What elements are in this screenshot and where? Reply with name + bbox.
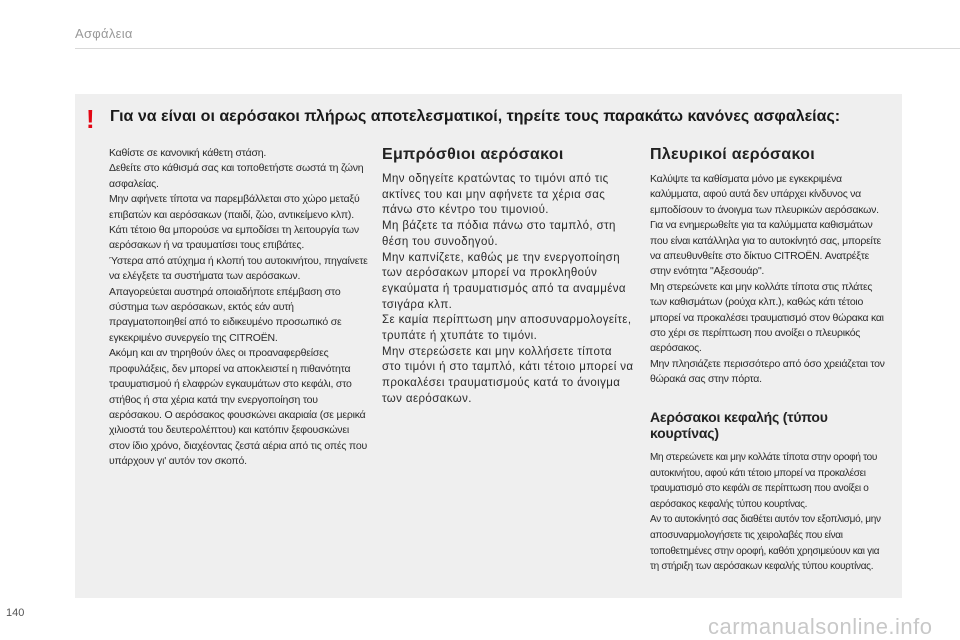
watermark: carmanualsonline.info xyxy=(708,614,933,639)
front-airbags-text: Μην οδηγείτε κρατώντας το τιμόνι από τις ακτίνες του και μην αφήνετε τα χέρια σας πάνω στο κέντρο του τιμονιού. Μη βάζετε τα πόδια πάνω στο ταμπλό, στη θέση του συνοδηγού. Μην καπνίζετε, καθώς με την ενεργοποίηση των αερόσακων μπορεί να προκληθούν εγκαύματα ή τραυματισμός από τα αναμμένα τσιγάρα κλπ. Σε καμία περίπτωση μην αποσυναρμολογείτε, τρυπάτε ή χτυπάτε το τιμόνι. Μην στερεώσετε και μην κολλήσετε τίποτα στο τιμόνι ή στο ταμπλό, κάτι τέτοιο μπορεί να προκαλέσει τραυματισμούς κατά το άνοιγμα των αερόσακων. xyxy=(382,173,634,405)
curtain-airbags-column xyxy=(650,409,890,575)
front-airbags-title: Εμπρόσθιοι αερόσακοι xyxy=(382,146,564,163)
section-title: Ασφάλεια xyxy=(75,26,133,41)
general-rules-text: Καθίστε σε κανονική κάθετη στάση. Δεθείτε στο κάθισμά σας και τοποθετήστε σωστά τη ζώνη ασφαλείας. Μην αφήνετε τίποτα να παρεμβάλλεται στο χώρο μεταξύ επιβατών και αερόσακων (παιδί, ζώο, αντικείμενο κλπ). Κάτι τέτοιο θα μπορούσε να εμποδίσει τη λειτουργία των αερόσακων ή να τραυματίσει τους επιβάτες. Ύστερα από ατύχημα ή κλοπή του αυτοκινήτου, πηγαίνετε να ελέγξετε τα συστήματα των αερόσακων. Απαγορεύεται αυστηρά οποιαδήποτε επέμβαση στο σύστημα των αερόσακων, εκτός εάν αυτή πραγματοποιηθεί από το ειδικευμένο προσωπικό σε εγκεκριμένο συνεργείο της CITROËN. Ακόμη και αν τηρηθούν όλες οι προαναφερθείσες προφυλάξεις, δεν μπορεί να αποκλειστεί η πιθανότητα τραυματισμού ή ελαφρών εγκαυμάτων στο κεφάλι, στο στήθος ή στα χέρια κατά την ενεργοποίηση του αερόσακου. Ο αερόσακος φουσκώνει ακαριαία (σε μερικά χιλιοστά του δευτερολέπτου) και κατόπιν ξεφουσκώνει στον ίδιο χρόνο, διαχέοντας ζεστά αέρια από τις οπές που υπάρχουν γι' αυτόν τον σκοπό. xyxy=(109,147,368,468)
curtain-airbags-text: Μη στερεώνετε και μην κολλάτε τίποτα στην οροφή του αυτοκινήτου, αφού κάτι τέτοιο μπορεί να προκαλέσει τραυματισμό στο κεφάλι σε περίπτωση που ανοίξει ο αερόσακος κεφαλής τύπου κουρτίνας. Αν το αυτοκίνητό σας διαθέτει αυτόν τον εξοπλισμό, μην αποσυναρμολογήσετε τις χειρολαβές που είναι τοποθετημένες στην οροφή, καθότι χρησιμεύουν και για τη στήριξη των αερόσακων κεφαλής τύπου κουρτίνας. xyxy=(650,452,881,573)
lateral-airbags-title: Πλευρικοί αερόσακοι xyxy=(650,146,815,163)
general-rules-column xyxy=(109,146,371,470)
safety-headline: Για να είναι οι αερόσακοι πλήρως αποτελεσματικοί, τηρείτε τους παρακάτω κανόνες ασφαλείας: xyxy=(110,108,841,125)
exclamation-warning-icon: ! xyxy=(86,104,95,134)
front-airbags-column xyxy=(382,146,634,408)
lateral-airbags-text: Καλύψτε τα καθίσματα μόνο με εγκεκριμένα καλύμματα, αφού αυτά δεν υπάρχει κίνδυνος να εμποδίσουν το άνοιγμα των πλευρικών αερόσακων. Για να ενημερωθείτε για τα καλύμματα καθισμάτων που είναι κατάλληλα για το αυτοκίνητό σας, μπορείτε να απευθυνθείτε στο δίκτυο CITROËN. Ανατρέξτε στην ενότητα "Αξεσουάρ". Μη στερεώνετε και μην κολλάτε τίποτα στις πλάτες των καθισμάτων (ρούχα κλπ.), καθώς κάτι τέτοιο μπορεί να προκαλέσει τραυματισμό στον θώρακα και στο χέρι σε περίπτωση που ανοίξει ο πλευρικός αερόσακος. Μην πλησιάζετε περισσότερο από όσο χρειάζεται τον θώρακά σας στην πόρτα. xyxy=(650,173,885,386)
header-divider xyxy=(75,48,960,49)
curtain-airbags-title: Αερόσακοι κεφαλής (τύπου κουρτίνας) xyxy=(650,409,828,441)
page-number: 140 xyxy=(6,607,25,619)
lateral-airbags-column xyxy=(650,146,890,388)
